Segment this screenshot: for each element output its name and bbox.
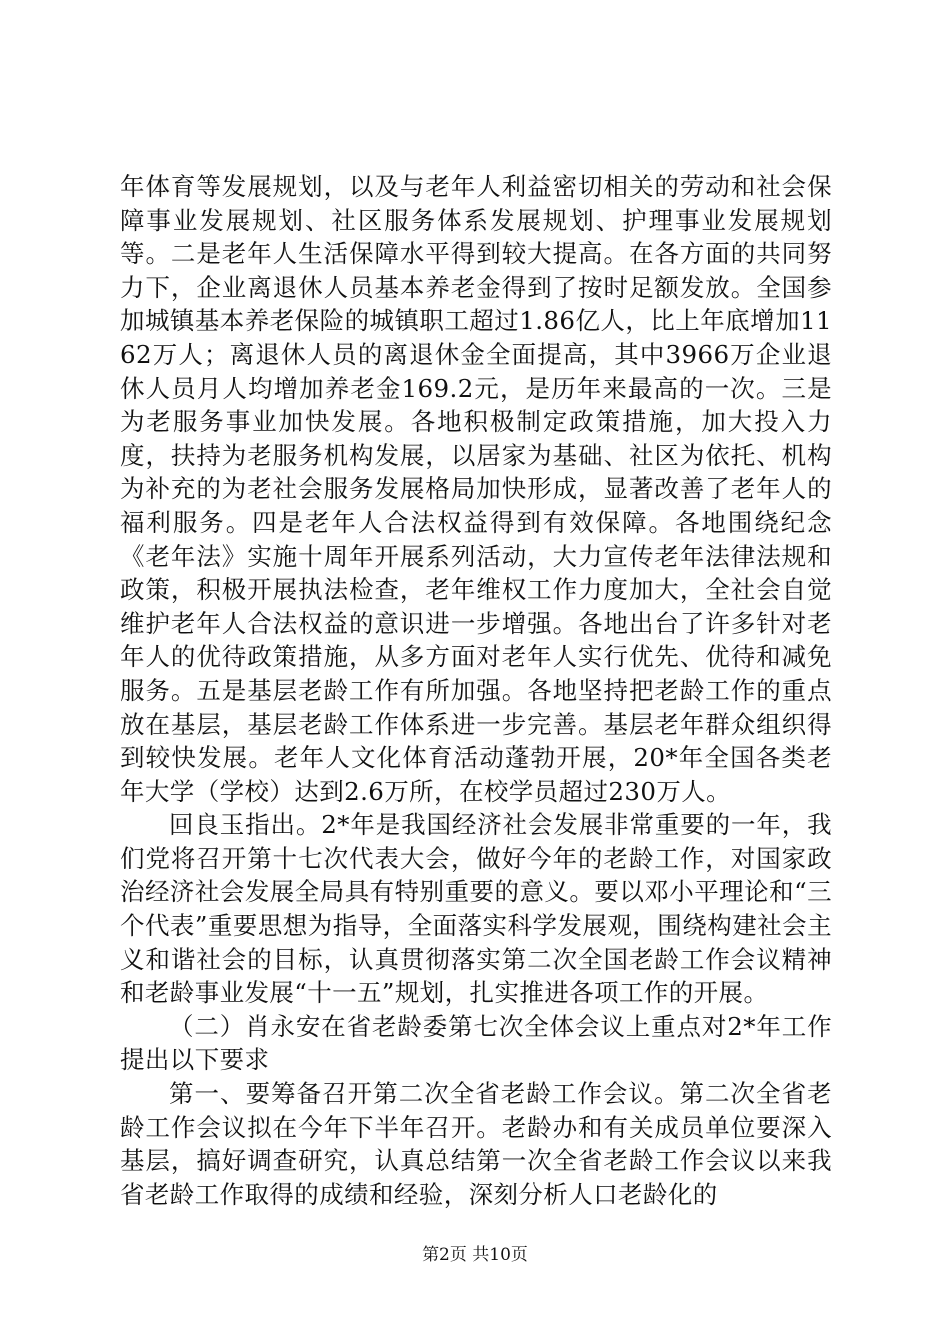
section-heading-xiao-yongan: （二）肖永安在省老龄委第七次全体会议上重点对2*年工作提出以下要求	[120, 1011, 832, 1075]
paragraph-first-requirement: 第一、要筹备召开第二次全省老龄工作会议。第二次全省老龄工作会议拟在今年下半年召开。老龄办和有关成员单位要深入基层，搞好调查研究，认真总结第一次全省老龄工作会议以来我省老龄工作取得的成绩和经验，深刻分析人口老龄化的	[120, 1079, 832, 1209]
paragraph-hui-liangyu: 回良玉指出。2*年是我国经济社会发展非常重要的一年，我们党将召开第十七次代表大会，做好今年的老龄工作，对国家政治经济社会发展全局具有特别重要的意义。要以邓小平理论和“三个代表”重要思想为指导，全面落实科学发展观，围绕构建社会主义和谐社会的目标，认真贯彻落实第二次全国老龄工作会议精神和老龄事业发展“十一五”规划，扎实推进各项工作的开展。	[120, 810, 832, 1008]
paragraph-continuation: 年体育等发展规划，以及与老年人利益密切相关的劳动和社会保障事业发展规划、社区服务体系发展规划、护理事业发展规划等。二是老年人生活保障水平得到较大提高。在各方面的共同努力下，企业离退休人员基本养老金得到了按时足额发放。全国参加城镇基本养老保险的城镇职工超过1.86亿人，比上年底增加1162万人；离退休人员的离退休金全面提高，其中3966万企业退休人员月人均增加养老金169.2元，是历年来最高的一次。三是为老服务事业加快发展。各地积极制定政策措施，加大投入力度，扶持为老服务机构发展，以居家为基础、社区为依托、机构为补充的为老社会服务发展格局加快形成，显著改善了老年人的福利服务。四是老年人合法权益得到有效保障。各地围绕纪念《老年法》实施十周年开展系列活动，大力宣传老年法律法规和政策，积极开展执法检查，老年维权工作力度加大，全社会自觉维护老年人合法权益的意识进一步增强。各地出台了许多针对老年人的优待政策措施，从多方面对老年人实行优先、优待和减免服务。五是基层老龄工作有所加强。各地坚持把老龄工作的重点放在基层，基层老龄工作体系进一步完善。基层老年群众组织得到较快发展。老年人文化体育活动蓬勃开展，20*年全国各类老年大学（学校）达到2.6万所，在校学员超过230万人。	[120, 172, 832, 806]
page-number-footer: 第2页 共10页	[422, 1245, 528, 1265]
document-body	[120, 170, 832, 1211]
